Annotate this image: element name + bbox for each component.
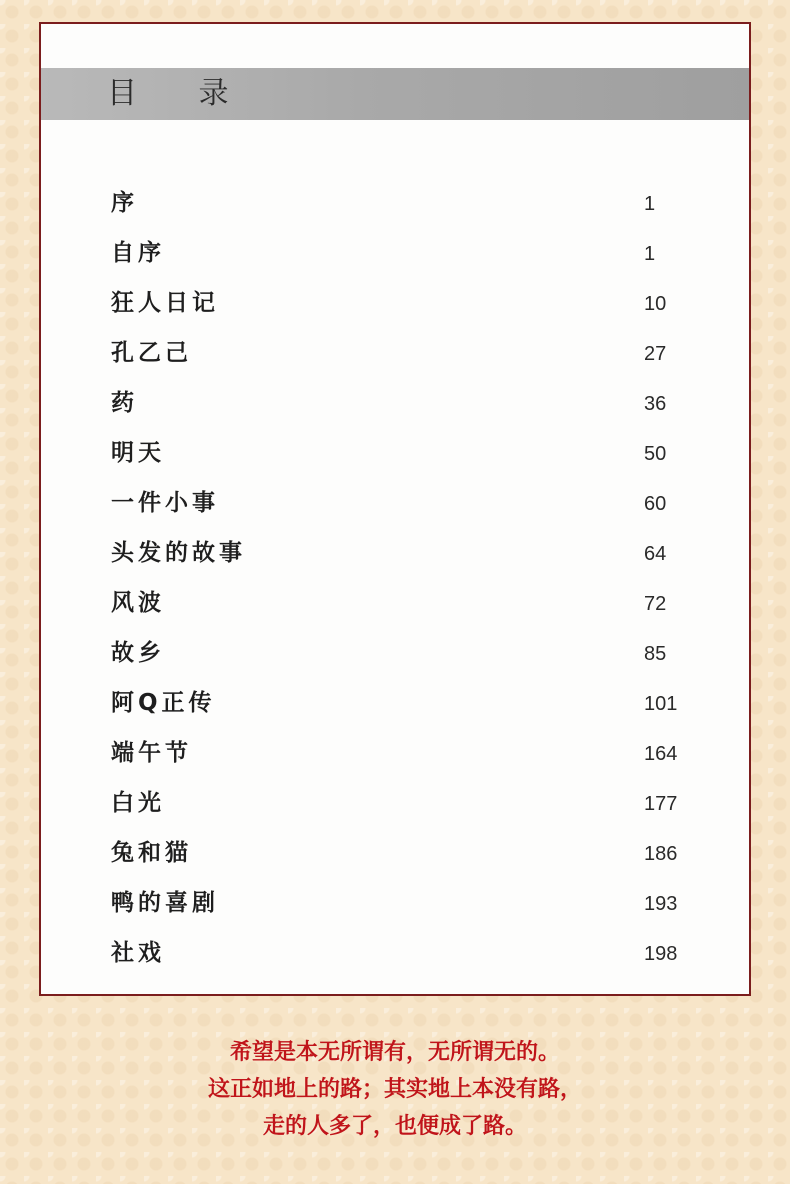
title-band: [41, 68, 749, 120]
toc-entry-page: 72: [644, 593, 667, 615]
toc-entry-title: 药: [111, 390, 138, 416]
toc-entry-title: 明天: [111, 440, 165, 466]
toc-entry: [41, 380, 749, 430]
toc-entry-page: 36: [644, 393, 667, 415]
toc-entry-page: 50: [644, 443, 667, 465]
toc-entry: [41, 830, 749, 880]
toc-entry-page: 27: [644, 343, 667, 365]
toc-entry-page: 177: [644, 793, 678, 815]
toc-entry-title: 孔乙己: [111, 340, 192, 366]
toc-entry: [41, 630, 749, 680]
toc-entry-page: 10: [644, 293, 667, 315]
toc-entry: [41, 780, 749, 830]
toc-entry: [41, 330, 749, 380]
toc-entry-title: 狂人日记: [111, 290, 219, 316]
toc-entry-page: 101: [644, 693, 678, 715]
toc-entry-title: 社戏: [111, 940, 165, 966]
toc-entry-title: 端午节: [111, 740, 192, 766]
toc-entry-title: 阿Q正传: [111, 690, 216, 716]
toc-entry: [41, 880, 749, 930]
toc-entry-page: 198: [644, 943, 678, 965]
toc-entry-page: 164: [644, 743, 678, 765]
toc-entry: [41, 480, 749, 530]
quote-line: 希望是本无所谓有，无所谓无的。: [229, 1040, 560, 1065]
quote-line: 走的人多了，也便成了路。: [262, 1114, 527, 1139]
page-title: 目 录: [107, 76, 255, 111]
toc-entry-title: 头发的故事: [111, 540, 246, 566]
toc-entry: [41, 430, 749, 480]
toc-entry-page: 85: [644, 643, 667, 665]
quote-block: [0, 1034, 790, 1145]
toc-entry-page: 186: [644, 843, 678, 865]
toc-entry: [41, 930, 749, 980]
toc-entry-title: 序: [111, 190, 138, 216]
toc-entry: [41, 580, 749, 630]
contents-page: [39, 22, 751, 996]
toc-entry: [41, 230, 749, 280]
toc-entry-title: 白光: [111, 790, 165, 816]
toc-entry-page: 193: [644, 893, 678, 915]
toc-list: [41, 180, 749, 980]
toc-entry-title: 风波: [111, 590, 165, 616]
toc-entry-title: 一件小事: [111, 490, 219, 516]
toc-entry-title: 自序: [111, 240, 165, 266]
toc-entry: [41, 280, 749, 330]
toc-entry: [41, 530, 749, 580]
toc-entry-page: 60: [644, 493, 667, 515]
toc-entry-page: 64: [644, 543, 667, 565]
toc-entry: [41, 180, 749, 230]
toc-entry-title: 故乡: [111, 640, 165, 666]
toc-entry: [41, 680, 749, 730]
toc-entry-title: 兔和猫: [111, 840, 192, 866]
toc-entry: [41, 730, 749, 780]
toc-entry-page: 1: [644, 243, 656, 265]
toc-entry-title: 鸭的喜剧: [111, 890, 219, 916]
quote-line: 这正如地上的路；其实地上本没有路，: [207, 1077, 582, 1102]
toc-entry-page: 1: [644, 193, 656, 215]
